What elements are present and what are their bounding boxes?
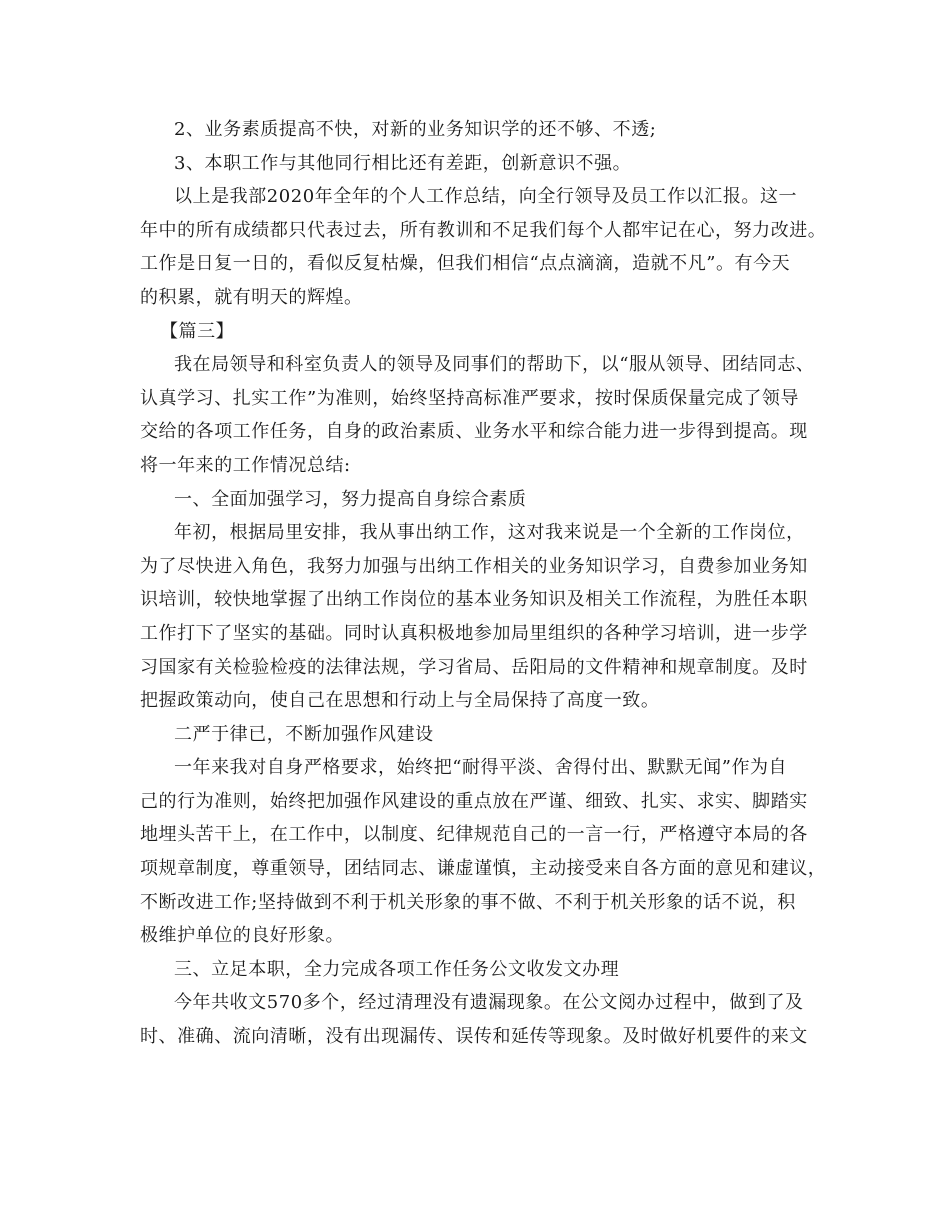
text-line: 的积累，就有明天的辉煌。 (140, 286, 363, 308)
document-page (140, 113, 830, 1054)
text-line: 工作打下了坚实的基础。同时认真积极地参加局里组织的各种学习培训，进一步学 (140, 622, 808, 644)
text-line: 一年来我对自身严格要求，始终把“耐得平淡、舍得付出、默默无闻”作为自 (174, 757, 788, 779)
text-line: 己的行为准则，始终把加强作风建设的重点放在严谨、细致、扎实、求实、脚踏实 (140, 790, 808, 812)
text-line: 不断改进工作;坚持做到不利于机关形象的事不做、不利于机关形象的话不说，积 (140, 891, 796, 913)
text-line: 识培训，较快地掌握了出纳工作岗位的基本业务知识及相关工作流程，为胜任本职 (140, 589, 808, 611)
text-line: 年初，根据局里安排，我从事出纳工作，这对我来说是一个全新的工作岗位， (174, 522, 805, 544)
text-line: 把握政策动向，使自己在思想和行动上与全局保持了高度一致。 (140, 690, 660, 712)
text-line: 二严于律已，不断加强作风建设 (174, 723, 434, 745)
text-line: 认真学习、扎实工作”为准则，始终坚持高标准严要求，按时保质保量完成了领导 (140, 387, 799, 409)
text-line: 三、立足本职，全力完成各项工作任务公文收发文办理 (174, 958, 620, 980)
text-line: 将一年来的工作情况总结: (140, 454, 351, 476)
text-line: 【篇三】 (160, 320, 235, 342)
text-line: 今年共收文570多个，经过清理没有遗漏现象。在公文阅办过程中，做到了及 (174, 992, 804, 1014)
text-line: 以上是我部2020年全年的个人工作总结，向全行领导及员工作以汇报。这一 (174, 186, 798, 208)
text-line: 2、业务素质提高不快，对新的业务知识学的还不够、不透; (174, 119, 657, 140)
text-line: 极维护单位的良好形象。 (140, 925, 345, 947)
text-line: 时、准确、流向清晰，没有出现漏传、误传和延传等现象。及时做好机要件的来文 (140, 1026, 808, 1048)
text-line: 习国家有关检验检疫的法律法规，学习省局、岳阳局的文件精神和规章制度。及时 (140, 656, 808, 678)
text-line: 3、本职工作与其他同行相比还有差距，创新意识不强。 (174, 152, 632, 174)
text-line: 为了尽快进入角色，我努力加强与出纳工作相关的业务知识学习，自费参加业务知 (140, 555, 808, 577)
text-line: 一、全面加强学习，努力提高自身综合素质 (174, 488, 527, 510)
text-line: 交给的各项工作任务，自身的政治素质、业务水平和综合能力进一步得到提高。现 (140, 421, 808, 443)
text-line: 地埋头苦干上，在工作中，以制度、纪律规范自己的一言一行，严格遵守本局的各 (140, 824, 808, 846)
text-line: 年中的所有成绩都只代表过去，所有教训和不足我们每个人都牢记在心，努力改进。 (140, 219, 827, 241)
text-line: 我在局领导和科室负责人的领导及同事们的帮助下，以“服从领导、团结同志、 (174, 354, 815, 376)
text-line: 工作是日复一日的，看似反复枯燥，但我们相信“点点滴滴，造就不凡”。有今天 (140, 253, 791, 275)
text-line: 项规章制度，尊重领导，团结同志、谦虚谨慎，主动接受来自各方面的意见和建议， (140, 858, 827, 880)
